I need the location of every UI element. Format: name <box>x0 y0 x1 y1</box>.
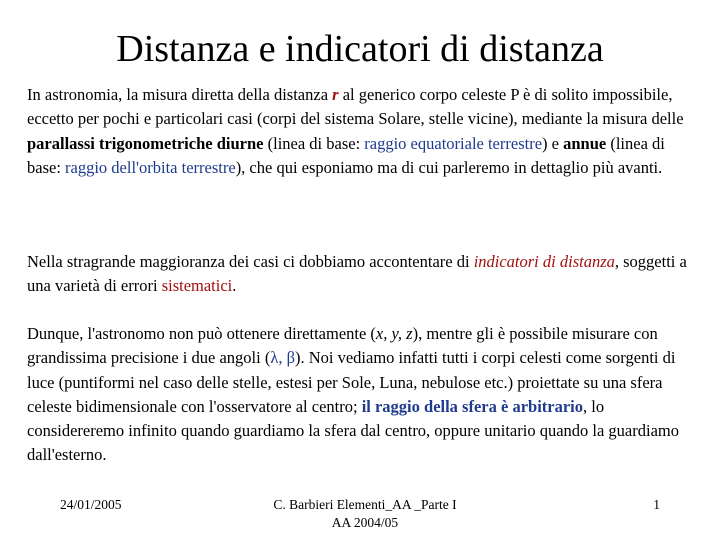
page-number: 1 <box>653 497 660 512</box>
text-segment: ), mentre gli è possibile misurare con grandissima precisione i due angoli ( <box>27 324 658 368</box>
text-segment: ), che qui esponiamo ma di cui parleremo in dettaglio più avanti. <box>235 157 663 177</box>
slide-title: Distanza e indicatori di distanza <box>116 28 604 70</box>
text-segment: Nella stragrande maggioranza dei casi ci dobbiamo accontentare di <box>27 252 474 271</box>
footer-date: 24/01/2005 <box>60 497 122 512</box>
text-segment: al generico corpo celeste P è di solito impossibile, eccetto per pochi e particolari casi (corpi del sistema Solare, stelle vicine), mediante la misura delle <box>27 85 684 129</box>
text-segment: In astronomia, la misura diretta della distanza <box>27 85 333 104</box>
footer-year-line: AA 2004/05 <box>331 515 399 530</box>
text-segment: ) e <box>542 133 564 153</box>
text-segment: (linea di base: <box>27 133 665 177</box>
term-annue: annue <box>563 133 607 153</box>
term-parallassi: parallassi trigonometriche diurne <box>27 133 264 153</box>
footer-author-line: C. Barbieri Elementi_AA _Parte I <box>273 497 457 512</box>
term-raggio-orbita: raggio dell'orbita terrestre <box>65 157 236 177</box>
text-segment: ). Noi vediamo infatti tutti i corpi celesti come sorgenti di luce (puntiformi nel caso delle stelle, estesi per Sole, Luna, nebulose etc.) proiettate su una sfera celeste bidimensionale con l'osservatore al centro; <box>27 348 676 416</box>
paragraph-indicatori <box>27 250 697 299</box>
text-segment: , soggetti a una varietà di errori <box>27 252 687 296</box>
text-segment: , lo considereremo infinito quando guardiamo la sfera dal centro, oppure unitario quando la guardiamo dall'esterno. <box>27 396 679 465</box>
paragraph-direct-distance <box>27 83 697 180</box>
term-raggio-sfera: il raggio della sfera è arbitrario <box>361 396 584 416</box>
coords-xyz: x, y, z <box>375 324 413 343</box>
term-indicatori-di-distanza: indicatori di distanza <box>473 252 615 271</box>
paragraph-sfera-celeste <box>27 322 697 468</box>
text-segment: . <box>232 276 237 296</box>
term-sistematici: sistematici <box>161 276 233 296</box>
text-segment: Dunque, l'astronomo non può ottenere direttamente ( <box>27 324 376 343</box>
footer-author <box>230 496 500 532</box>
angles-lambda-beta: λ, β <box>270 348 295 368</box>
text-segment: (linea di base: <box>263 133 365 153</box>
variable-r: r <box>332 85 339 104</box>
term-raggio-equatoriale: raggio equatoriale terrestre <box>364 133 543 153</box>
